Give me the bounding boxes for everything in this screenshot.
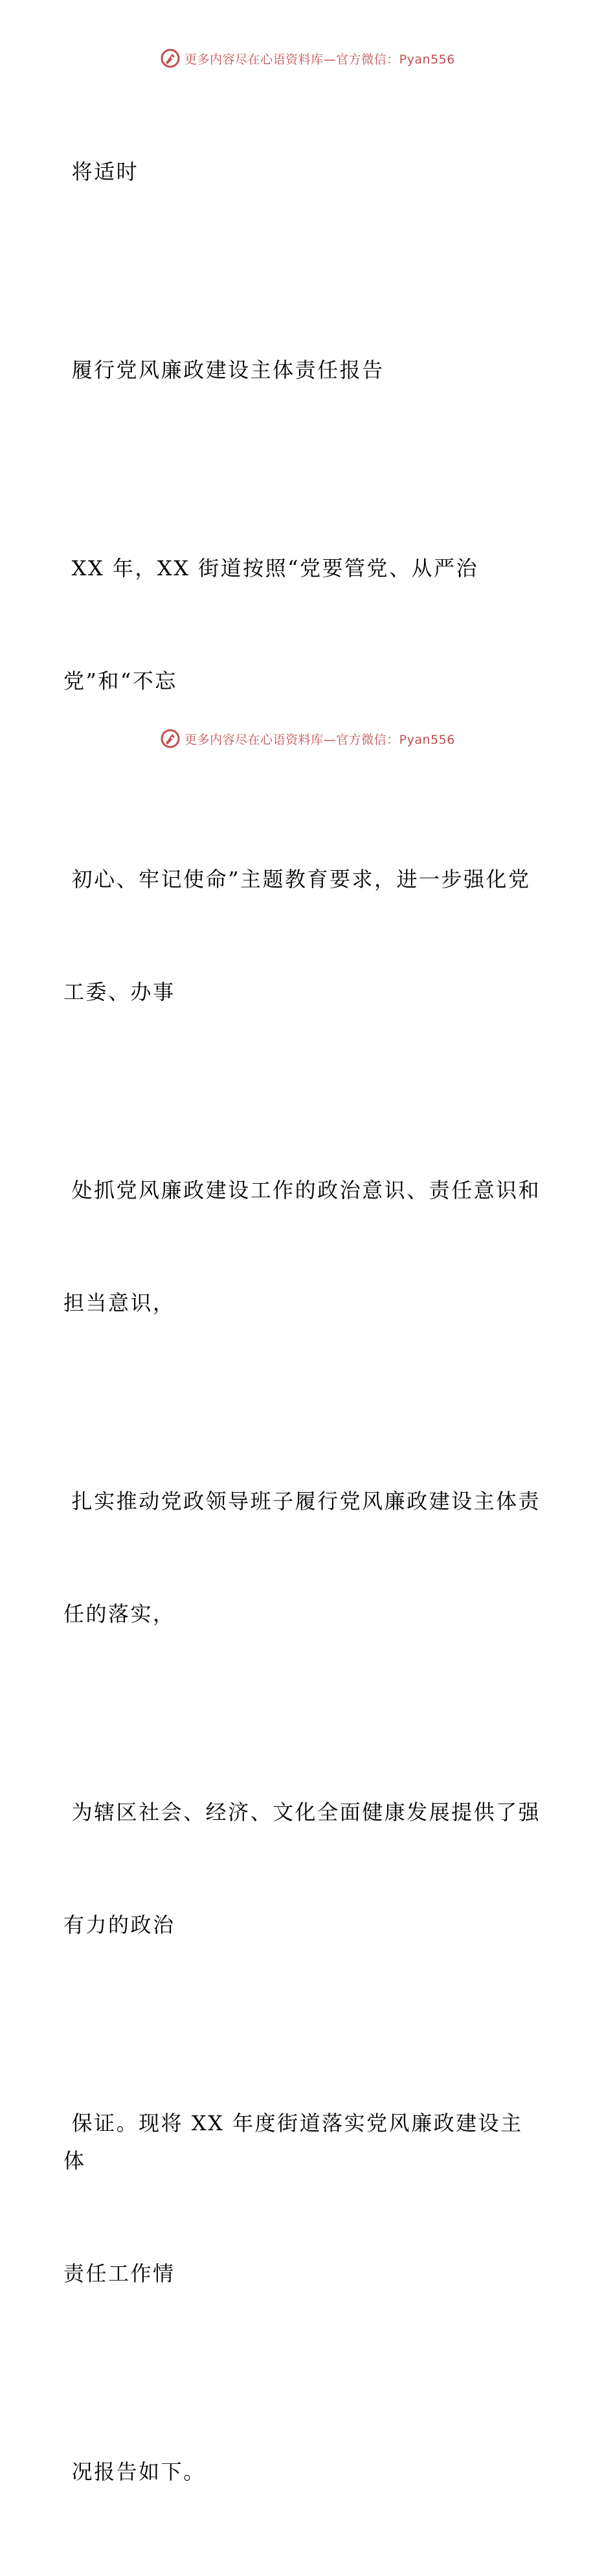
document-body xyxy=(63,78,542,2576)
text-line: 将适时 xyxy=(63,159,139,184)
paragraph-1 xyxy=(63,78,542,266)
text-line: 处抓党风廉政建设工作的政治意识、责任意识和 xyxy=(63,1178,541,1202)
text-line: 为辖区社会、经济、文化全面健康发展提供了强 xyxy=(63,1800,541,1824)
text-line: 责任工作情 xyxy=(63,2261,175,2286)
watermark-text: 更多内容尽在心语资料库—官方微信：Pyan556 xyxy=(184,52,455,67)
paragraph-4 xyxy=(63,785,542,1086)
text-line: 扎实推动党政领导班子履行党风廉政建设主体责 xyxy=(63,1489,541,1513)
pen-nib-logo-icon xyxy=(160,728,181,749)
text-line: 况报告如下。 xyxy=(63,2459,206,2484)
footer-watermark xyxy=(0,726,615,752)
text-line: 初心、牢记使命”主题教育要求，进一步强化党 xyxy=(63,867,531,891)
pen-nib-logo-icon xyxy=(160,48,181,69)
paragraph-title xyxy=(63,276,542,464)
paragraph-8 xyxy=(63,2029,542,2367)
paragraph-9 xyxy=(63,2378,542,2566)
text-line: 任的落实， xyxy=(63,1602,175,1626)
text-line: 保证。现将 XX 年度街道落实党风廉政建设主体 xyxy=(63,2111,523,2173)
paragraph-5 xyxy=(63,1096,542,1397)
text-line: 党”和“不忘 xyxy=(63,669,177,693)
watermark-text: 更多内容尽在心语资料库—官方微信：Pyan556 xyxy=(184,732,455,747)
text-line: XX 年，XX 街道按照“党要管党、从严治 xyxy=(63,556,479,581)
paragraph-6 xyxy=(63,1407,542,1708)
text-line: 担当意识， xyxy=(63,1291,175,1315)
paragraph-7 xyxy=(63,1718,542,2019)
text-line: 有力的政治 xyxy=(63,1913,175,1937)
text-line: 工委、办事 xyxy=(63,980,175,1004)
document-title: 履行党风廉政建设主体责任报告 xyxy=(63,358,385,382)
header-watermark xyxy=(0,45,615,71)
